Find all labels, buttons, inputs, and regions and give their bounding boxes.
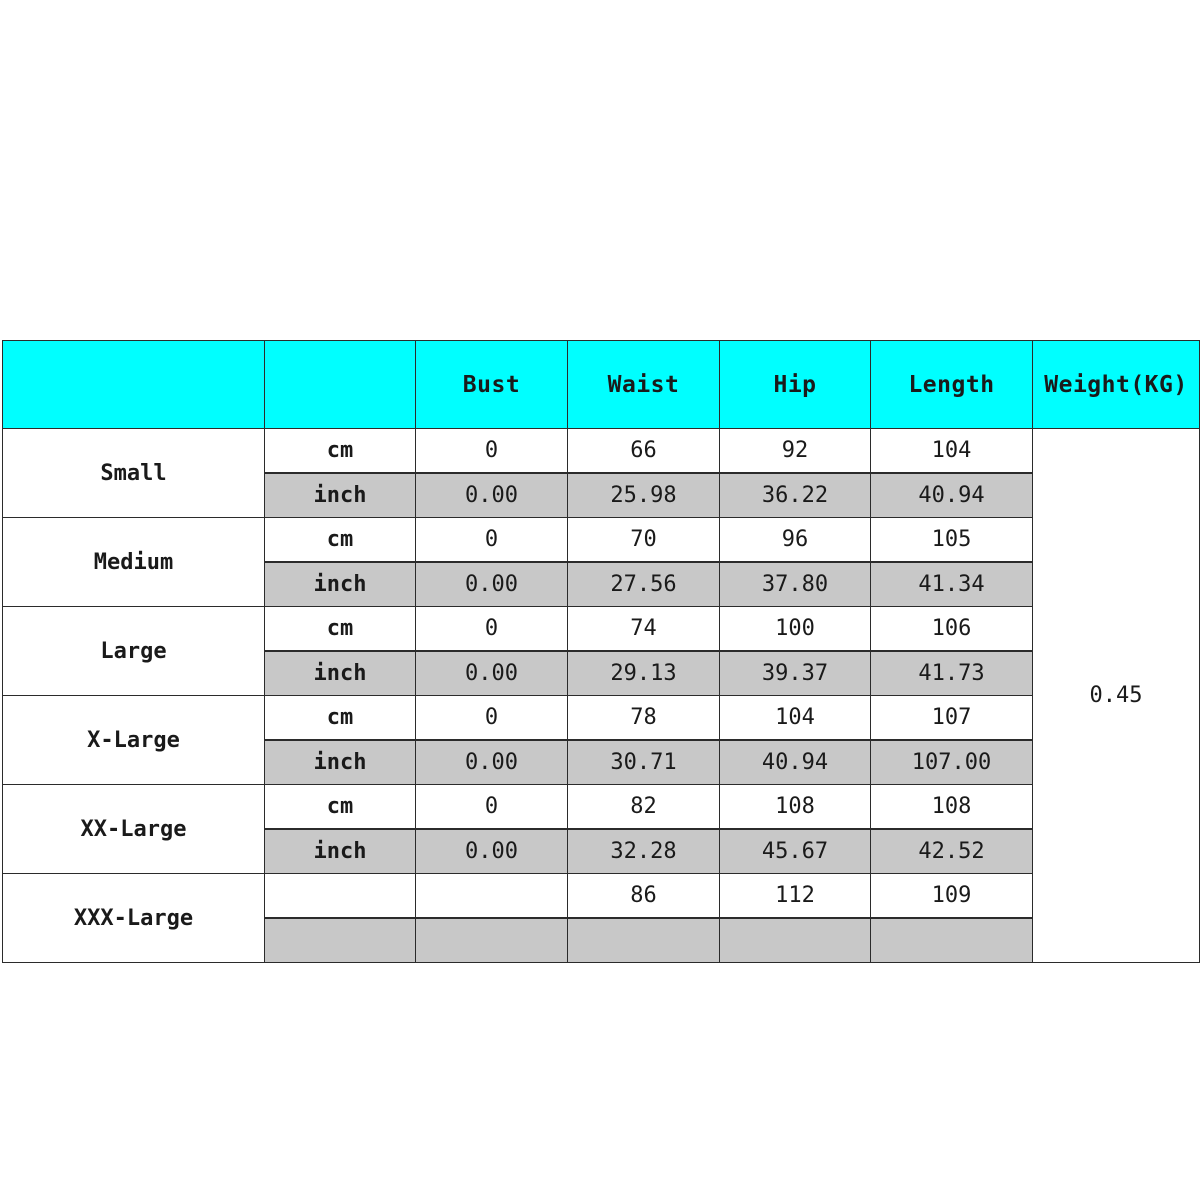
table-row	[3, 607, 1200, 652]
waist-inch-cell	[568, 918, 720, 963]
size-name-cell: Large	[3, 607, 265, 696]
length-inch-cell: 41.73	[871, 651, 1033, 696]
bust-inch-cell: 0.00	[416, 651, 568, 696]
hip-cm-cell: 108	[720, 785, 871, 830]
table-row	[3, 785, 1200, 830]
length-cm-cell: 106	[871, 607, 1033, 652]
bust-cm-cell: 0	[416, 607, 568, 652]
header-row	[3, 341, 1200, 429]
size-name-cell: Medium	[3, 518, 265, 607]
bust-inch-cell: 0.00	[416, 473, 568, 518]
bust-cm-cell: 0	[416, 785, 568, 830]
size-name-cell: Small	[3, 429, 265, 518]
header-weight: Weight(KG)	[1033, 341, 1200, 429]
bust-cm-cell: 0	[416, 696, 568, 741]
table-row	[3, 874, 1200, 919]
waist-inch-cell: 27.56	[568, 562, 720, 607]
table-row	[3, 429, 1200, 474]
hip-cm-cell: 96	[720, 518, 871, 563]
length-inch-cell: 41.34	[871, 562, 1033, 607]
hip-inch-cell: 40.94	[720, 740, 871, 785]
unit-inch-cell: inch	[265, 740, 416, 785]
header-unit-cell	[265, 341, 416, 429]
table-row	[3, 696, 1200, 741]
waist-cm-cell: 78	[568, 696, 720, 741]
length-cm-cell: 104	[871, 429, 1033, 474]
hip-cm-cell: 92	[720, 429, 871, 474]
table-row	[3, 518, 1200, 563]
length-cm-cell: 108	[871, 785, 1033, 830]
length-inch-cell: 40.94	[871, 473, 1033, 518]
hip-cm-cell: 104	[720, 696, 871, 741]
hip-inch-cell	[720, 918, 871, 963]
header-size-cell	[3, 341, 265, 429]
hip-inch-cell: 37.80	[720, 562, 871, 607]
header-length: Length	[871, 341, 1033, 429]
unit-cm-cell: cm	[265, 696, 416, 741]
header-waist: Waist	[568, 341, 720, 429]
bust-inch-cell: 0.00	[416, 829, 568, 874]
waist-inch-cell: 30.71	[568, 740, 720, 785]
size-chart-body	[3, 341, 1200, 963]
unit-cm-cell: cm	[265, 429, 416, 474]
length-inch-cell: 42.52	[871, 829, 1033, 874]
length-inch-cell	[871, 918, 1033, 963]
bust-cm-cell	[416, 874, 568, 919]
length-inch-cell: 107.00	[871, 740, 1033, 785]
size-name-cell: XXX-Large	[3, 874, 265, 963]
bust-inch-cell	[416, 918, 568, 963]
unit-cm-cell	[265, 874, 416, 919]
unit-inch-cell: inch	[265, 473, 416, 518]
hip-cm-cell: 100	[720, 607, 871, 652]
bust-inch-cell: 0.00	[416, 562, 568, 607]
waist-inch-cell: 25.98	[568, 473, 720, 518]
waist-inch-cell: 32.28	[568, 829, 720, 874]
bust-cm-cell: 0	[416, 518, 568, 563]
waist-cm-cell: 82	[568, 785, 720, 830]
length-cm-cell: 109	[871, 874, 1033, 919]
length-cm-cell: 107	[871, 696, 1033, 741]
weight-value-cell: 0.45	[1033, 429, 1200, 963]
bust-inch-cell: 0.00	[416, 740, 568, 785]
size-chart-table	[2, 340, 1200, 963]
hip-inch-cell: 36.22	[720, 473, 871, 518]
size-name-cell: X-Large	[3, 696, 265, 785]
header-hip: Hip	[720, 341, 871, 429]
unit-inch-cell: inch	[265, 829, 416, 874]
hip-cm-cell: 112	[720, 874, 871, 919]
waist-inch-cell: 29.13	[568, 651, 720, 696]
waist-cm-cell: 74	[568, 607, 720, 652]
unit-inch-cell: inch	[265, 562, 416, 607]
size-name-cell: XX-Large	[3, 785, 265, 874]
waist-cm-cell: 70	[568, 518, 720, 563]
unit-cm-cell: cm	[265, 518, 416, 563]
hip-inch-cell: 45.67	[720, 829, 871, 874]
unit-inch-cell	[265, 918, 416, 963]
bust-cm-cell: 0	[416, 429, 568, 474]
hip-inch-cell: 39.37	[720, 651, 871, 696]
waist-cm-cell: 66	[568, 429, 720, 474]
unit-cm-cell: cm	[265, 785, 416, 830]
unit-inch-cell: inch	[265, 651, 416, 696]
waist-cm-cell: 86	[568, 874, 720, 919]
length-cm-cell: 105	[871, 518, 1033, 563]
unit-cm-cell: cm	[265, 607, 416, 652]
header-bust: Bust	[416, 341, 568, 429]
